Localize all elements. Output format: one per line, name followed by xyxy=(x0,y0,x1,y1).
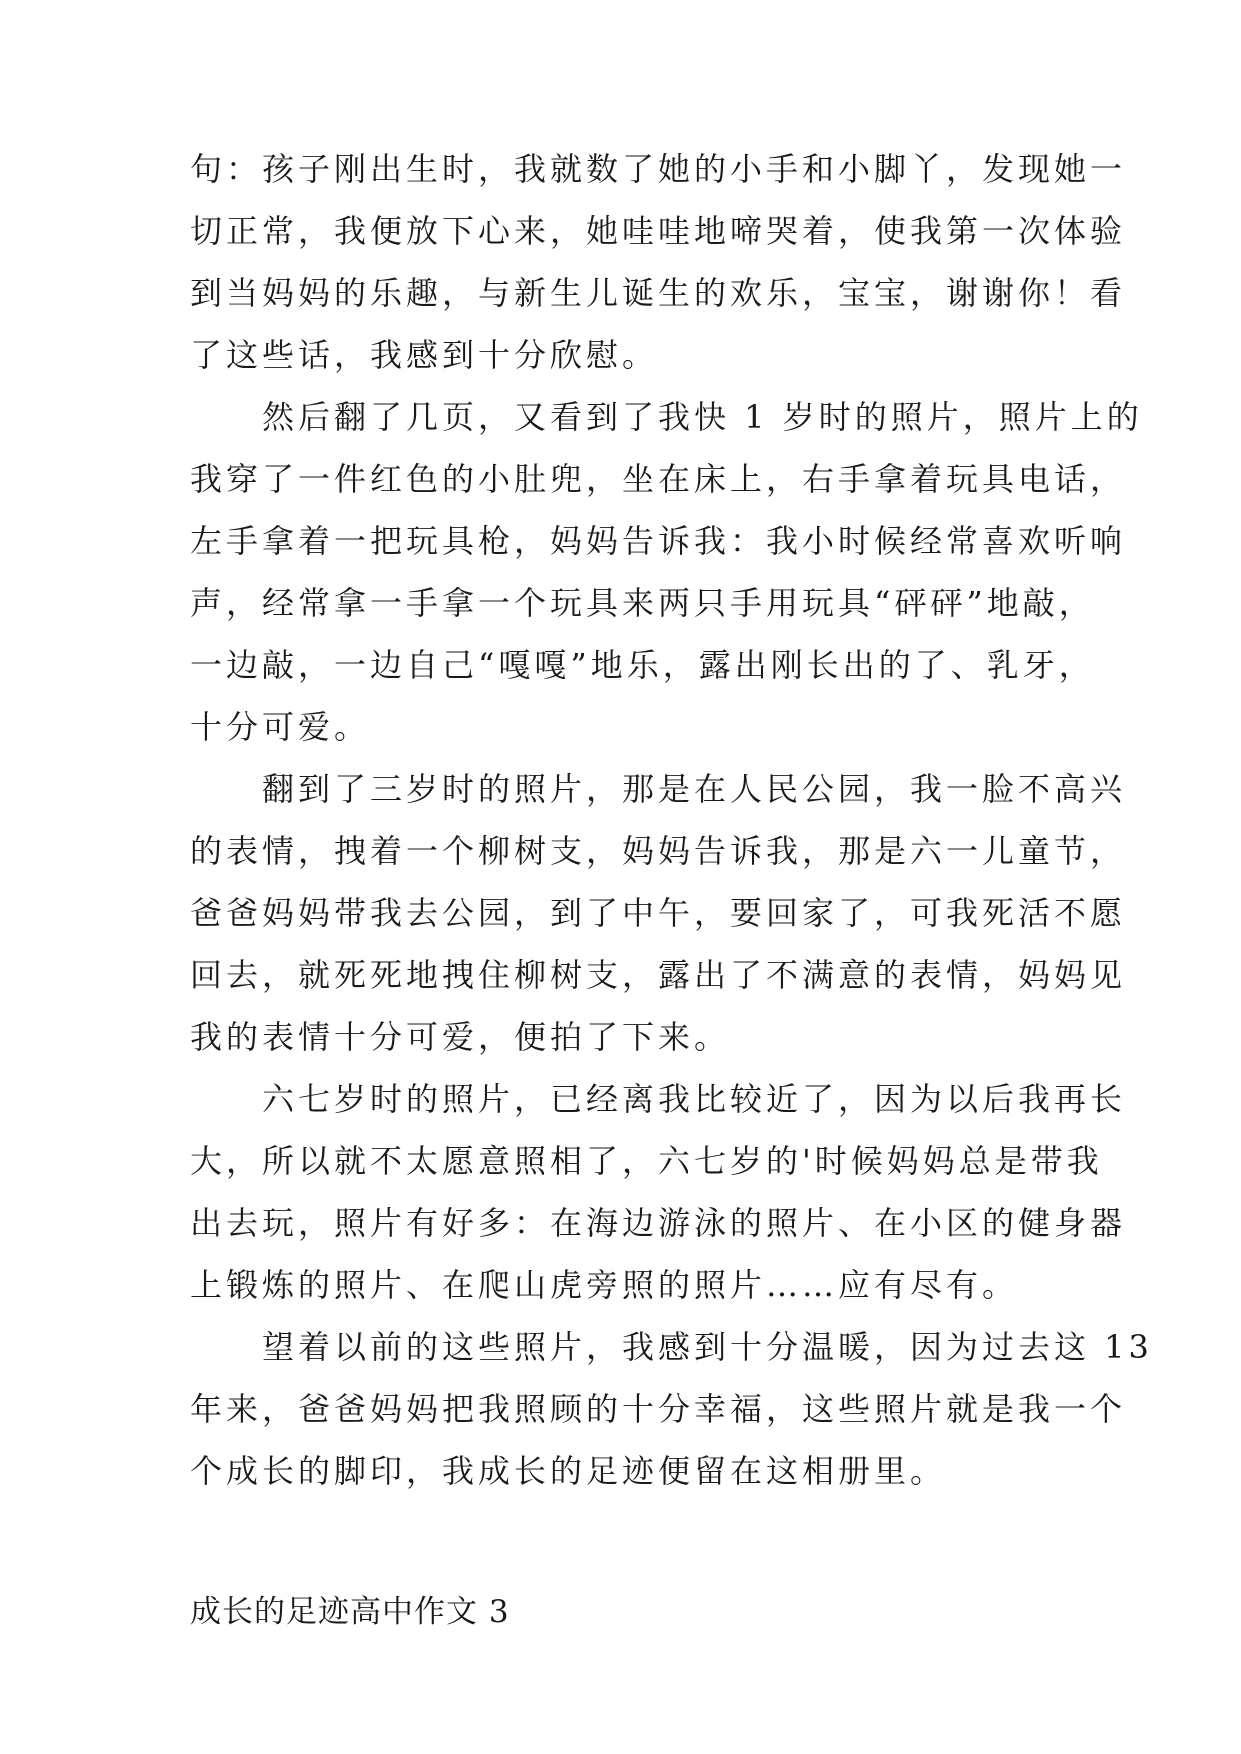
section-heading: 成长的足迹高中作文 3 xyxy=(190,1594,510,1630)
text-line: 个成长的脚印，我成长的足迹便留在这相册里。 xyxy=(190,1452,947,1490)
text-line: 声，经常拿一手拿一个玩具来两只手用玩具“砰砰”地敲， xyxy=(190,584,1095,622)
text-line: 上锻炼的照片、在爬山虎旁照的照片……应有尽有。 xyxy=(190,1266,1019,1304)
text-line: 了这些话，我感到十分欣慰。 xyxy=(190,336,659,374)
text-line: 出去玩，照片有好多：在海边游泳的照片、在小区的健身器 xyxy=(190,1204,1127,1242)
text-line: 到当妈妈的乐趣，与新生儿诞生的欢乐，宝宝，谢谢你！看 xyxy=(190,274,1127,312)
text-line: 爸爸妈妈带我去公园，到了中午，要回家了，可我死活不愿 xyxy=(190,894,1127,932)
text-line: 大，所以就不太愿意照相了，六七岁的'时候妈妈总是带我 xyxy=(190,1142,1103,1180)
text-line: 然后翻了几页，又看到了我快 1 岁时的照片，照片上的 xyxy=(190,398,1143,436)
text-line: 十分可爱。 xyxy=(190,708,371,746)
text-line: 切正常，我便放下心来，她哇哇地啼哭着，使我第一次体验 xyxy=(190,212,1127,250)
text-line: 左手拿着一把玩具枪，妈妈告诉我：我小时候经常喜欢听响 xyxy=(190,522,1127,560)
text-line: 一边敲，一边自己“嘎嘎”地乐，露出刚长出的了、乳牙， xyxy=(190,646,1095,684)
text-line: 望着以前的这些照片，我感到十分温暖，因为过去这 13 xyxy=(190,1328,1153,1366)
text-line: 我穿了一件红色的小肚兜，坐在床上，右手拿着玩具电话， xyxy=(190,460,1127,498)
text-line: 回去，就死死地拽住柳树支，露出了不满意的表情，妈妈见 xyxy=(190,956,1127,994)
text-line: 的表情，拽着一个柳树支，妈妈告诉我，那是六一儿童节， xyxy=(190,832,1127,870)
text-line: 我的表情十分可爱，便拍了下来。 xyxy=(190,1018,731,1056)
text-line: 句：孩子刚出生时，我就数了她的小手和小脚丫，发现她一 xyxy=(190,150,1127,188)
text-line: 六七岁时的照片，已经离我比较近了，因为以后我再长 xyxy=(190,1080,1127,1118)
text-line: 年来，爸爸妈妈把我照顾的十分幸福，这些照片就是我一个 xyxy=(190,1390,1127,1428)
text-line: 翻到了三岁时的照片，那是在人民公园，我一脸不高兴 xyxy=(190,770,1127,808)
